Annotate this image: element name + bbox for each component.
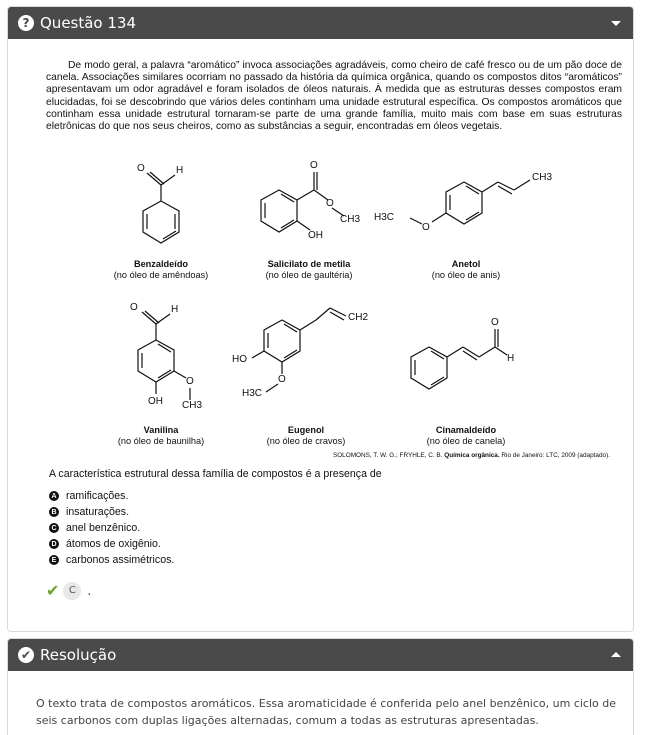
option-e[interactable]	[49, 552, 174, 568]
eugenol-structure	[226, 300, 376, 415]
answer-suffix: .	[87, 583, 92, 598]
anethole-structure	[374, 170, 554, 245]
question-stem: A característica estrutural dessa família de compostos é a presença de	[49, 468, 382, 480]
answer-row	[46, 581, 91, 600]
collapse-arrow-icon[interactable]	[611, 21, 621, 26]
resolution-title: Resolução	[40, 646, 117, 664]
compound-caption-6: Cinamaldeído (no óleo de canela)	[426, 425, 506, 446]
option-d[interactable]	[49, 536, 174, 552]
compound-caption-4: Vanilina (no óleo de baunilha)	[117, 425, 205, 446]
question-intro-text: De modo geral, a palavra “aromático” invoca associações agradáveis, como cheiro de café fresco ou de um pão doce de canela. Associações similares ocorriam no passado da história da química orgânica, quando os compostos ditos “aromáticos” apresentavam um odor agradável e foram isolados de óleos naturais. À medida que as estruturas desses compostos eram elucidadas, foi se descobrindo que vários deles continham uma unidade estrutural específica. Os compostos aromáticos que continham essa unidade estrutural tornaram-se parte de uma grande família, muito mais com base em suas estruturas eletrônicas do que nos seus cheiros, como as substâncias a seguir, encontradas em óleos vegetais.	[46, 60, 622, 133]
atom-label-o: O	[186, 376, 194, 387]
atom-label-o: O	[137, 163, 145, 174]
cinnamaldehyde-structure	[401, 315, 541, 400]
option-letter-badge: D	[49, 539, 59, 549]
check-icon: ✔	[46, 581, 60, 600]
citation: SOLOMONS, T. W. G.; FRYHLE, C. B. Química orgânica. Rio de Janeiro: LTC, 2009 (adaptado).	[332, 452, 610, 459]
option-letter-badge: A	[49, 491, 59, 501]
compound-caption-5: Eugenol (no óleo de cravos)	[266, 425, 346, 446]
atom-label-ho: HO	[232, 354, 247, 365]
atom-label-h: H	[507, 353, 515, 364]
options-list	[49, 488, 174, 568]
atom-label-o: O	[278, 374, 286, 385]
question-content	[46, 60, 622, 566]
option-b[interactable]	[49, 504, 174, 520]
atom-label-o: O	[491, 317, 499, 328]
atom-label-o: O	[326, 198, 334, 209]
question-panel	[7, 6, 634, 632]
option-text: anel benzênico.	[66, 522, 141, 534]
option-text: ramificações.	[66, 490, 129, 502]
resolution-header[interactable]	[8, 639, 633, 671]
atom-label-o: O	[310, 160, 318, 171]
atom-label-oh: OH	[148, 396, 163, 407]
answer-badge: C	[63, 582, 81, 600]
expand-arrow-icon[interactable]	[611, 652, 621, 657]
compound-caption-2: Salicilato de metila (no óleo de gaultéria)	[265, 259, 353, 280]
benzaldehyde-structure	[121, 155, 201, 270]
question-mark-icon: ?	[18, 15, 34, 31]
compound-caption-3: Anetol (no óleo de anis)	[431, 259, 501, 280]
atom-label-ch3: CH3	[340, 214, 361, 225]
compound-caption-1: Benzaldeído (no óleo de amêndoas)	[113, 259, 209, 280]
option-text: carbonos assimétricos.	[66, 554, 175, 566]
atom-label-o: O	[130, 302, 138, 313]
atom-label-o: O	[422, 222, 430, 233]
option-text: átomos de oxigênio.	[66, 538, 161, 550]
vanillin-structure	[116, 296, 216, 416]
resolution-panel	[7, 638, 634, 735]
option-a[interactable]	[49, 488, 174, 504]
option-c[interactable]	[49, 520, 174, 536]
option-letter-badge: C	[49, 523, 59, 533]
question-header[interactable]	[8, 7, 633, 39]
option-text: insaturações.	[66, 506, 130, 518]
atom-label-h3c: H3C	[242, 388, 263, 399]
atom-label-h: H	[176, 165, 184, 176]
atom-label-h: H	[171, 304, 179, 315]
atom-label-ch3: CH3	[182, 400, 203, 411]
option-letter-badge: E	[49, 555, 59, 565]
question-title: Questão 134	[40, 14, 137, 32]
option-letter-badge: B	[49, 507, 59, 517]
atom-label-oh: OH	[308, 230, 323, 241]
check-circle-icon: ✔	[18, 647, 34, 663]
methyl-salicylate-structure	[254, 158, 364, 258]
resolution-text: O texto trata de compostos aromáticos. Essa aromaticidade é conferida pelo anel benzênico, um ciclo de seis carbonos com duplas ligações alternadas, comum a todas as estruturas apresentadas.	[36, 697, 616, 727]
atom-label-ch3: CH3	[532, 172, 553, 183]
atom-label-ch2: CH2	[348, 312, 369, 323]
atom-label-h3c: H3C	[374, 212, 395, 223]
